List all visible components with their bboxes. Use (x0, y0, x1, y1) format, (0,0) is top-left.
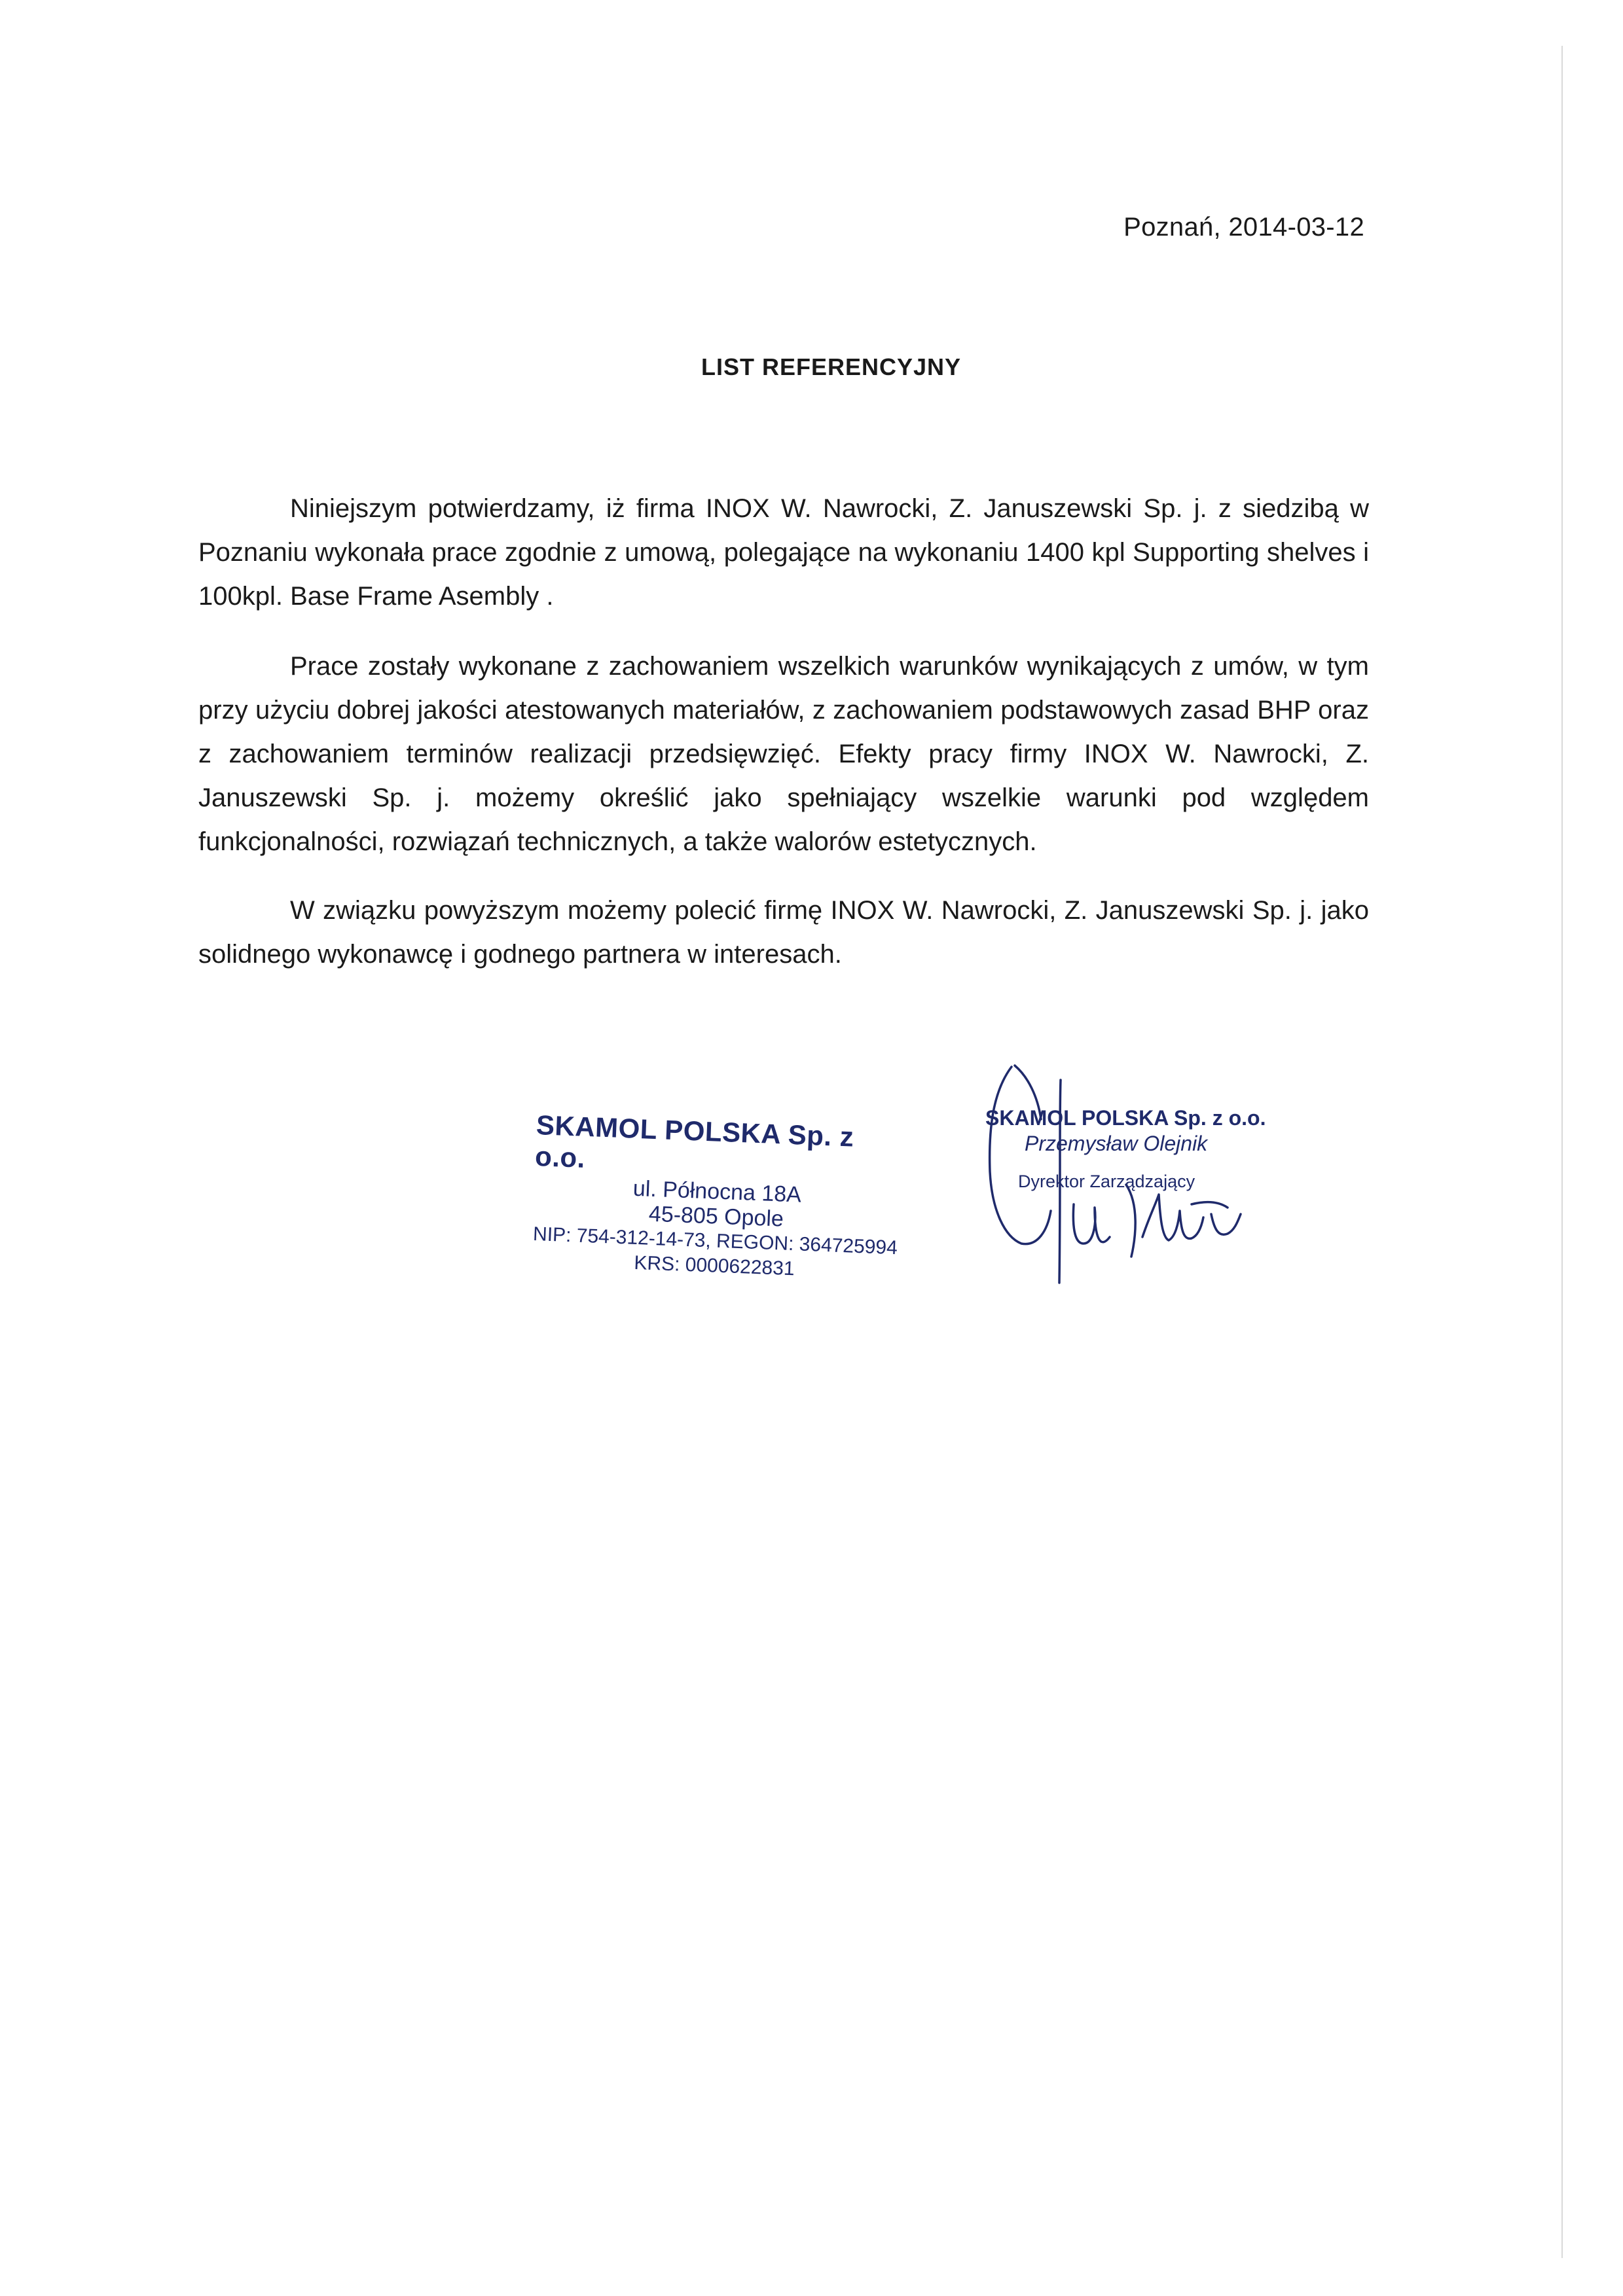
signatory-name: Przemysław Olejnik (1025, 1132, 1208, 1155)
company-stamp (530, 1109, 903, 1285)
handwritten-signature (976, 1041, 1277, 1316)
stamp-tax-ids: NIP: 754-312-14-73, REGON: 364725994 (532, 1223, 898, 1259)
paragraph-3 (198, 889, 1369, 977)
place-date: Poznań, 2014-03-12 (1123, 213, 1364, 242)
document-title: LIST REFERENCYJNY (701, 353, 962, 380)
signatory-role: Dyrektor Zarządzający (1018, 1172, 1195, 1191)
stamp-company-name: SKAMOL POLSKA Sp. z o.o. (534, 1109, 855, 1174)
signatory-company: SKAMOL POLSKA Sp. z o.o. (985, 1106, 1266, 1130)
paragraph-1 (198, 487, 1369, 619)
stamp-city: 45-805 Opole (648, 1201, 784, 1232)
paragraph-2-text: Prace zostały wykonane z zachowaniem wszelkich warunków wynikających z umów, w tym przy użyciu dobrej jakości atestowanych materiałów, z zachowaniem podstawowych zasad BHP oraz z zachowaniem terminów realizacji przedsięwzięć. Efekty pracy firmy INOX W. Nawrocki, Z. Januszewski Sp. j. możemy określić jako spełniający wszelkie warunki pod względem funkcjonalności, rozwiązań technicznych, a także walorów estetycznych. (198, 652, 1369, 856)
paragraph-1-text: Niniejszym potwierdzamy, iż firma INOX W. Nawrocki, Z. Januszewski Sp. j. z siedzibą w Poznaniu wykonała prace zgodnie z umową, polegające na wykonaniu 1400 kpl Supporting shelves i 100kpl. Base Frame Asembly . (198, 494, 1369, 611)
paragraph-2 (198, 645, 1369, 864)
paragraph-3-text: W związku powyższym możemy polecić firmę INOX W. Nawrocki, Z. Januszewski Sp. j. jako solidnego wykonawcę i godnego partnera w interesach. (198, 896, 1369, 969)
stamp-krs: KRS: 0000622831 (633, 1251, 795, 1280)
stamp-street: ul. Północna 18A (632, 1175, 802, 1208)
